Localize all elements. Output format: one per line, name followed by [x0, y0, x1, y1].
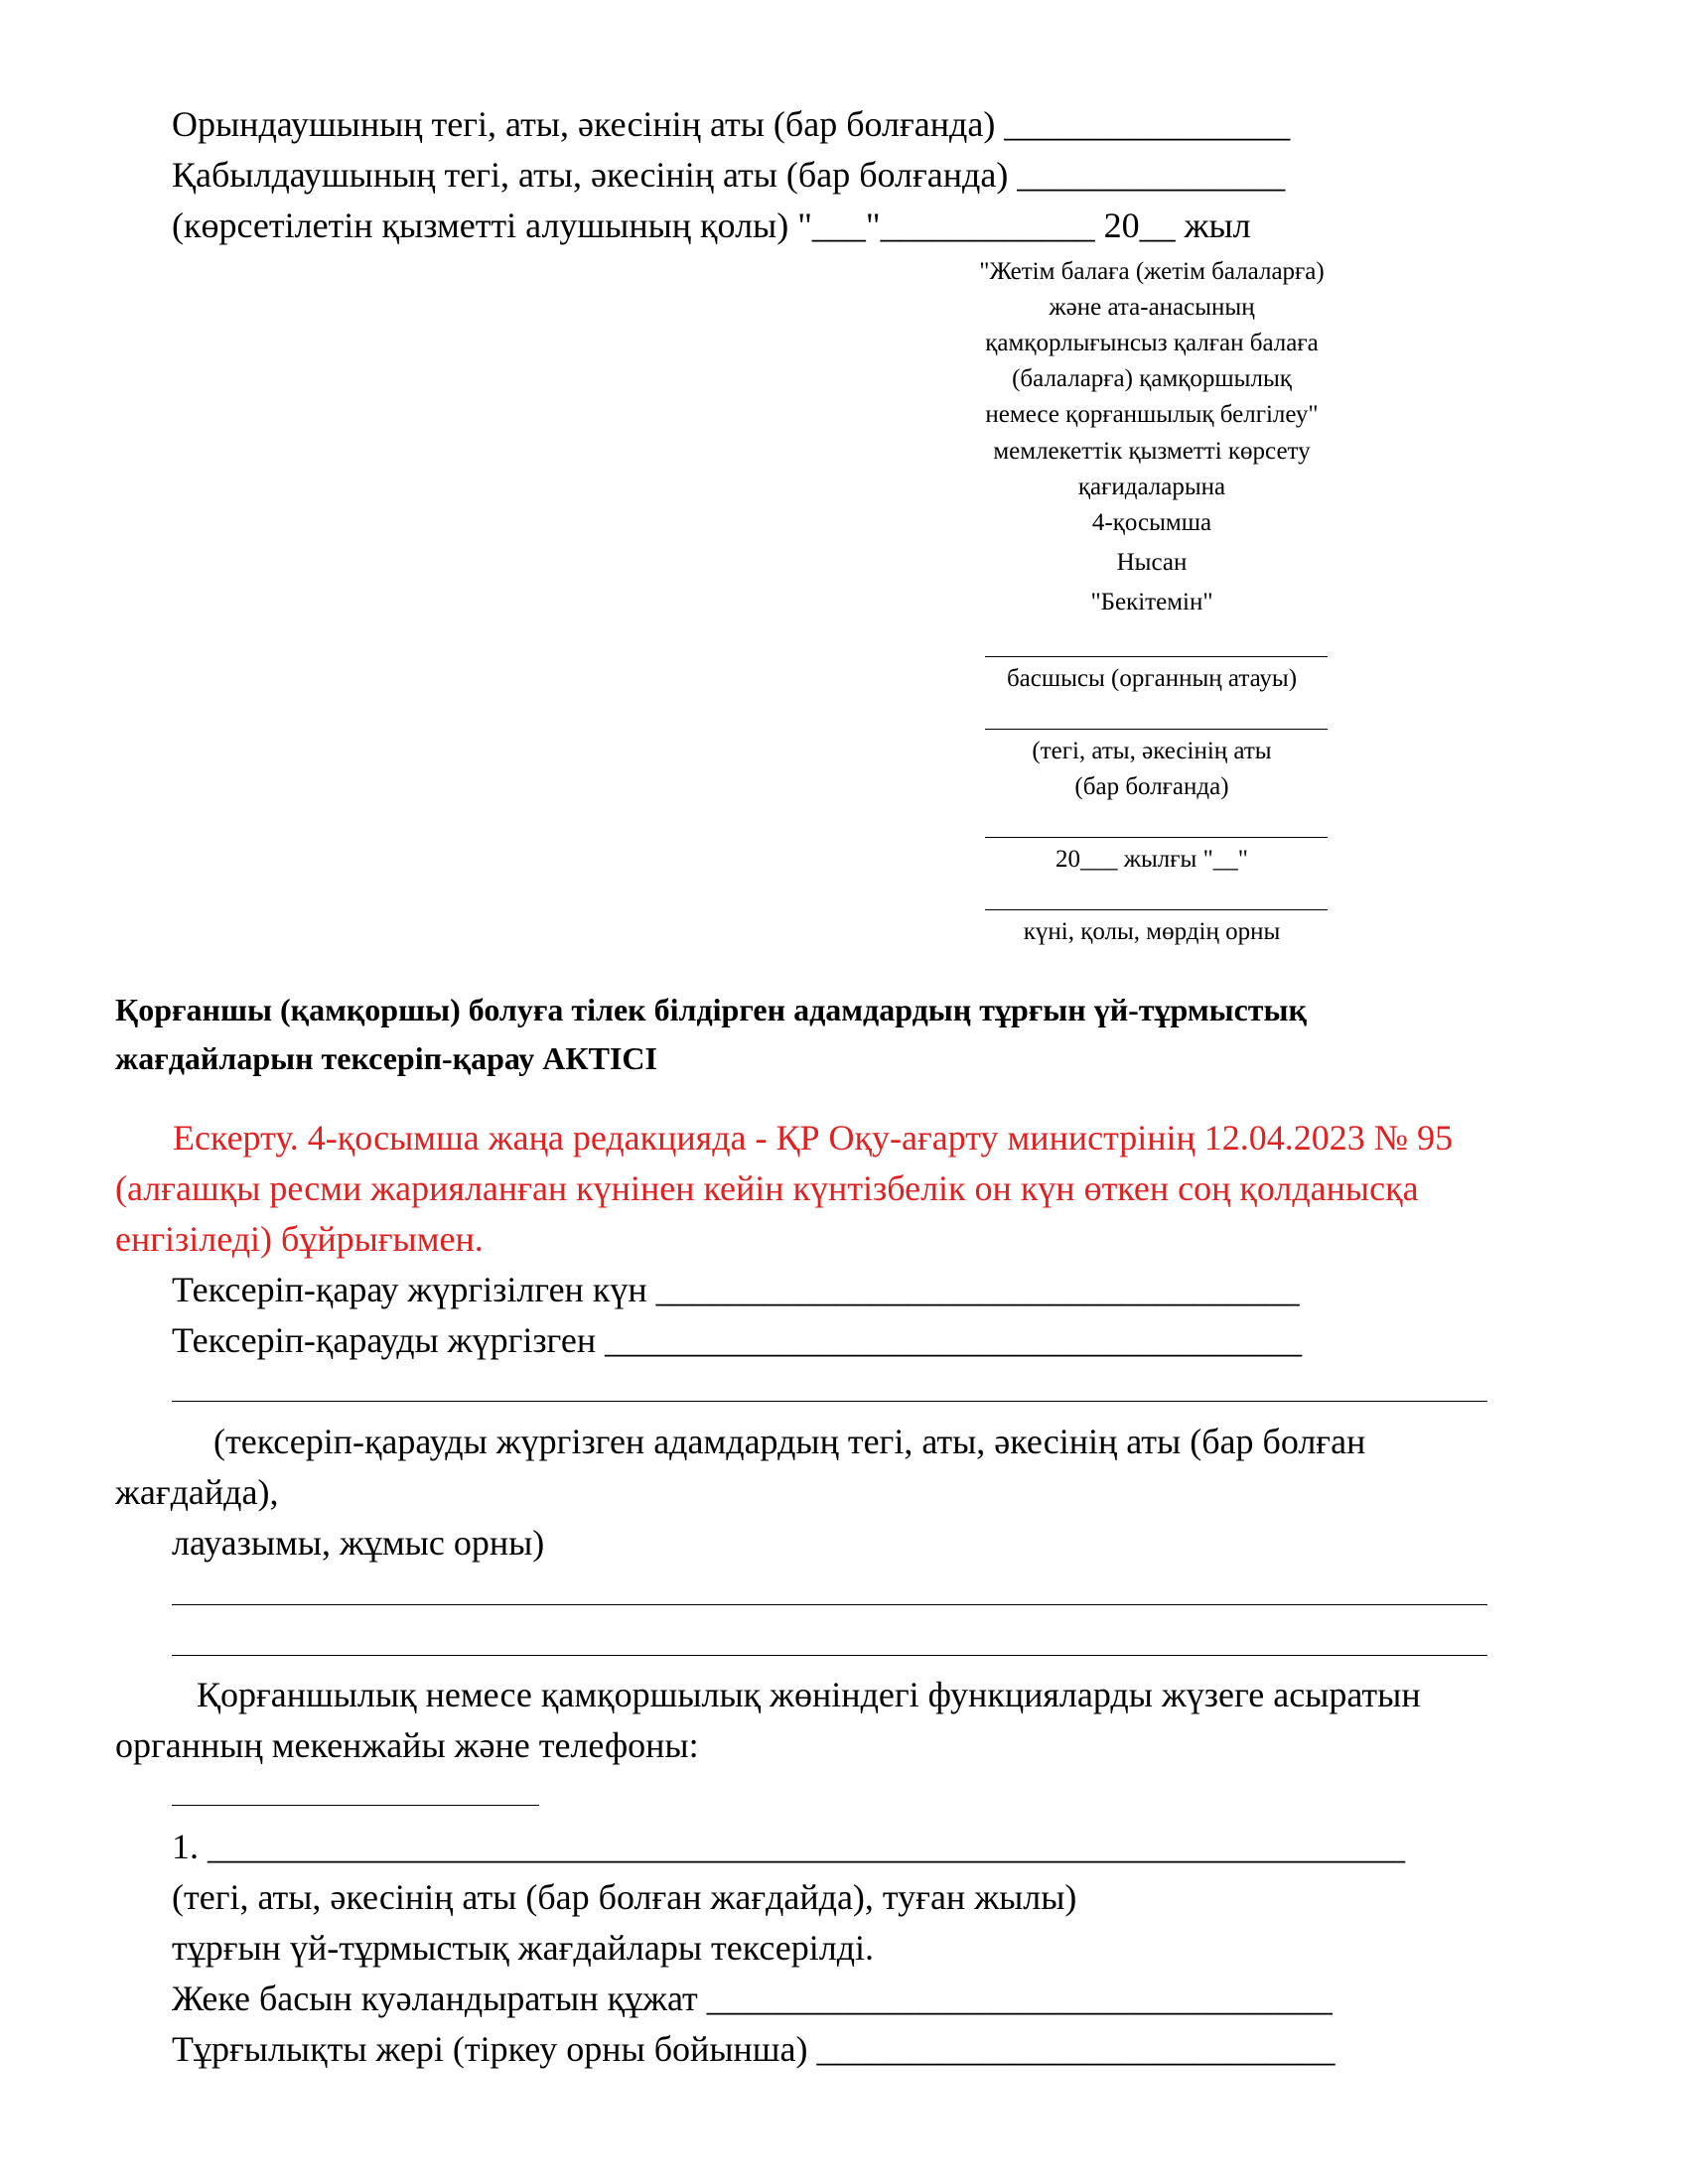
position-blank-line-2: [172, 1655, 1487, 1656]
authority-address-line-2: органның мекенжайы және телефоны:: [115, 1725, 699, 1765]
signature-rule-2: [985, 729, 1328, 730]
inspectors-note-line-3: лауазымы, жұмыс орны): [172, 1523, 545, 1563]
amendment-note-line-2: (алғашқы ресми жарияланған күнінен кейін күнтізбелік он күн өткен соң қолданысқа: [115, 1168, 1419, 1208]
full-name-label: (тегі, аты, әкесінің аты: [1032, 738, 1272, 764]
signature-rule-3: [985, 837, 1328, 838]
stamp-line-3: қамқорлығынсыз қалған балаға: [985, 330, 1319, 356]
signature-rule-1: [985, 656, 1328, 657]
signature-rule-4: [985, 909, 1328, 910]
item-1-line: 1. ___________________________________________________________________: [172, 1827, 1405, 1866]
act-title-line-2: жағдайларын тексеріп-қарау АКТІСІ: [115, 1040, 657, 1076]
stamp-line-7: қағидаларына: [1077, 474, 1226, 500]
date-label: 20___ жылғы "__": [1055, 846, 1248, 873]
amendment-note-line-3: енгізіледі) бұйрығымен.: [115, 1219, 484, 1259]
inspectors-note-line-1: (тексеріп-қарауды жүргізген адамдардың тегі, аты, әкесінің аты (бар болған: [213, 1422, 1366, 1461]
stamp-line-2: және ата-анасының: [1049, 294, 1255, 321]
stamp-line-5: немесе қорғаншылық белгілеу": [985, 401, 1319, 428]
receiver-line: Қабылдаушының тегі, аты, әкесінің аты (бар болғанда) _______________: [172, 155, 1286, 195]
seal-place-label: күні, қолы, мөрдің орны: [1023, 918, 1281, 945]
recipient-signature-line: (көрсетілетін қызметті алушының қолы) "___"____________ 20__ жыл: [172, 205, 1251, 245]
stamp-line-4: (балаларға) қамқоршылық: [1012, 365, 1292, 392]
conditions-checked: тұрғын үй-тұрмыстық жағдайлары тексерілді.: [172, 1928, 875, 1968]
inspectors-note-line-2: жағдайда),: [115, 1472, 279, 1512]
stamp-line-1: "Жетім балаға (жетім балаларға): [979, 258, 1325, 285]
residence-field: Тұрғылықты жері (тіркеу орны бойынша) _____________________________: [172, 2029, 1336, 2069]
inspectors-blank-line: [172, 1401, 1487, 1402]
inspected-by-field: Тексеріп-қарауды жүргізген _______________________________________: [172, 1320, 1303, 1360]
executor-line: Орындаушының тегі, аты, әкесінің аты (бар болғанда) ________________: [172, 104, 1291, 144]
form-label: Нысан: [1116, 549, 1188, 576]
head-of-organ-label: басшысы (органның атауы): [1006, 665, 1298, 692]
authority-address-line-1: Қорғаншылық немесе қамқоршылық жөніндегі функцияларды жүзеге асыратын: [197, 1675, 1421, 1714]
position-blank-line-1: [172, 1604, 1487, 1605]
appendix-number: 4-қосымша: [1091, 509, 1212, 536]
person-note: (тегі, аты, әкесінің аты (бар болған жағдайда), туған жылы): [172, 1877, 1077, 1917]
stamp-line-6: мемлекеттік қызметті көрсету: [993, 438, 1311, 465]
amendment-note-line-1: Ескерту. 4-қосымша жаңа редакцияда - ҚР Оқу-ағарту министрінің 12.04.2023 № 95: [173, 1118, 1454, 1158]
if-available-label: (бар болғанда): [1074, 773, 1229, 800]
act-title-line-1: Қорғаншы (қамқоршы) болуға тілек білдірген адамдардың тұрғын үй-тұрмыстық: [115, 992, 1307, 1027]
inspection-date-field: Тексеріп-қарау жүргізілген күн ____________________________________: [172, 1270, 1300, 1309]
address-blank-line: [172, 1805, 539, 1806]
approve-label: "Бекітемін": [1090, 589, 1213, 615]
id-document-field: Жеке басын куәландыратын құжат ___________________________________: [172, 1979, 1333, 2018]
